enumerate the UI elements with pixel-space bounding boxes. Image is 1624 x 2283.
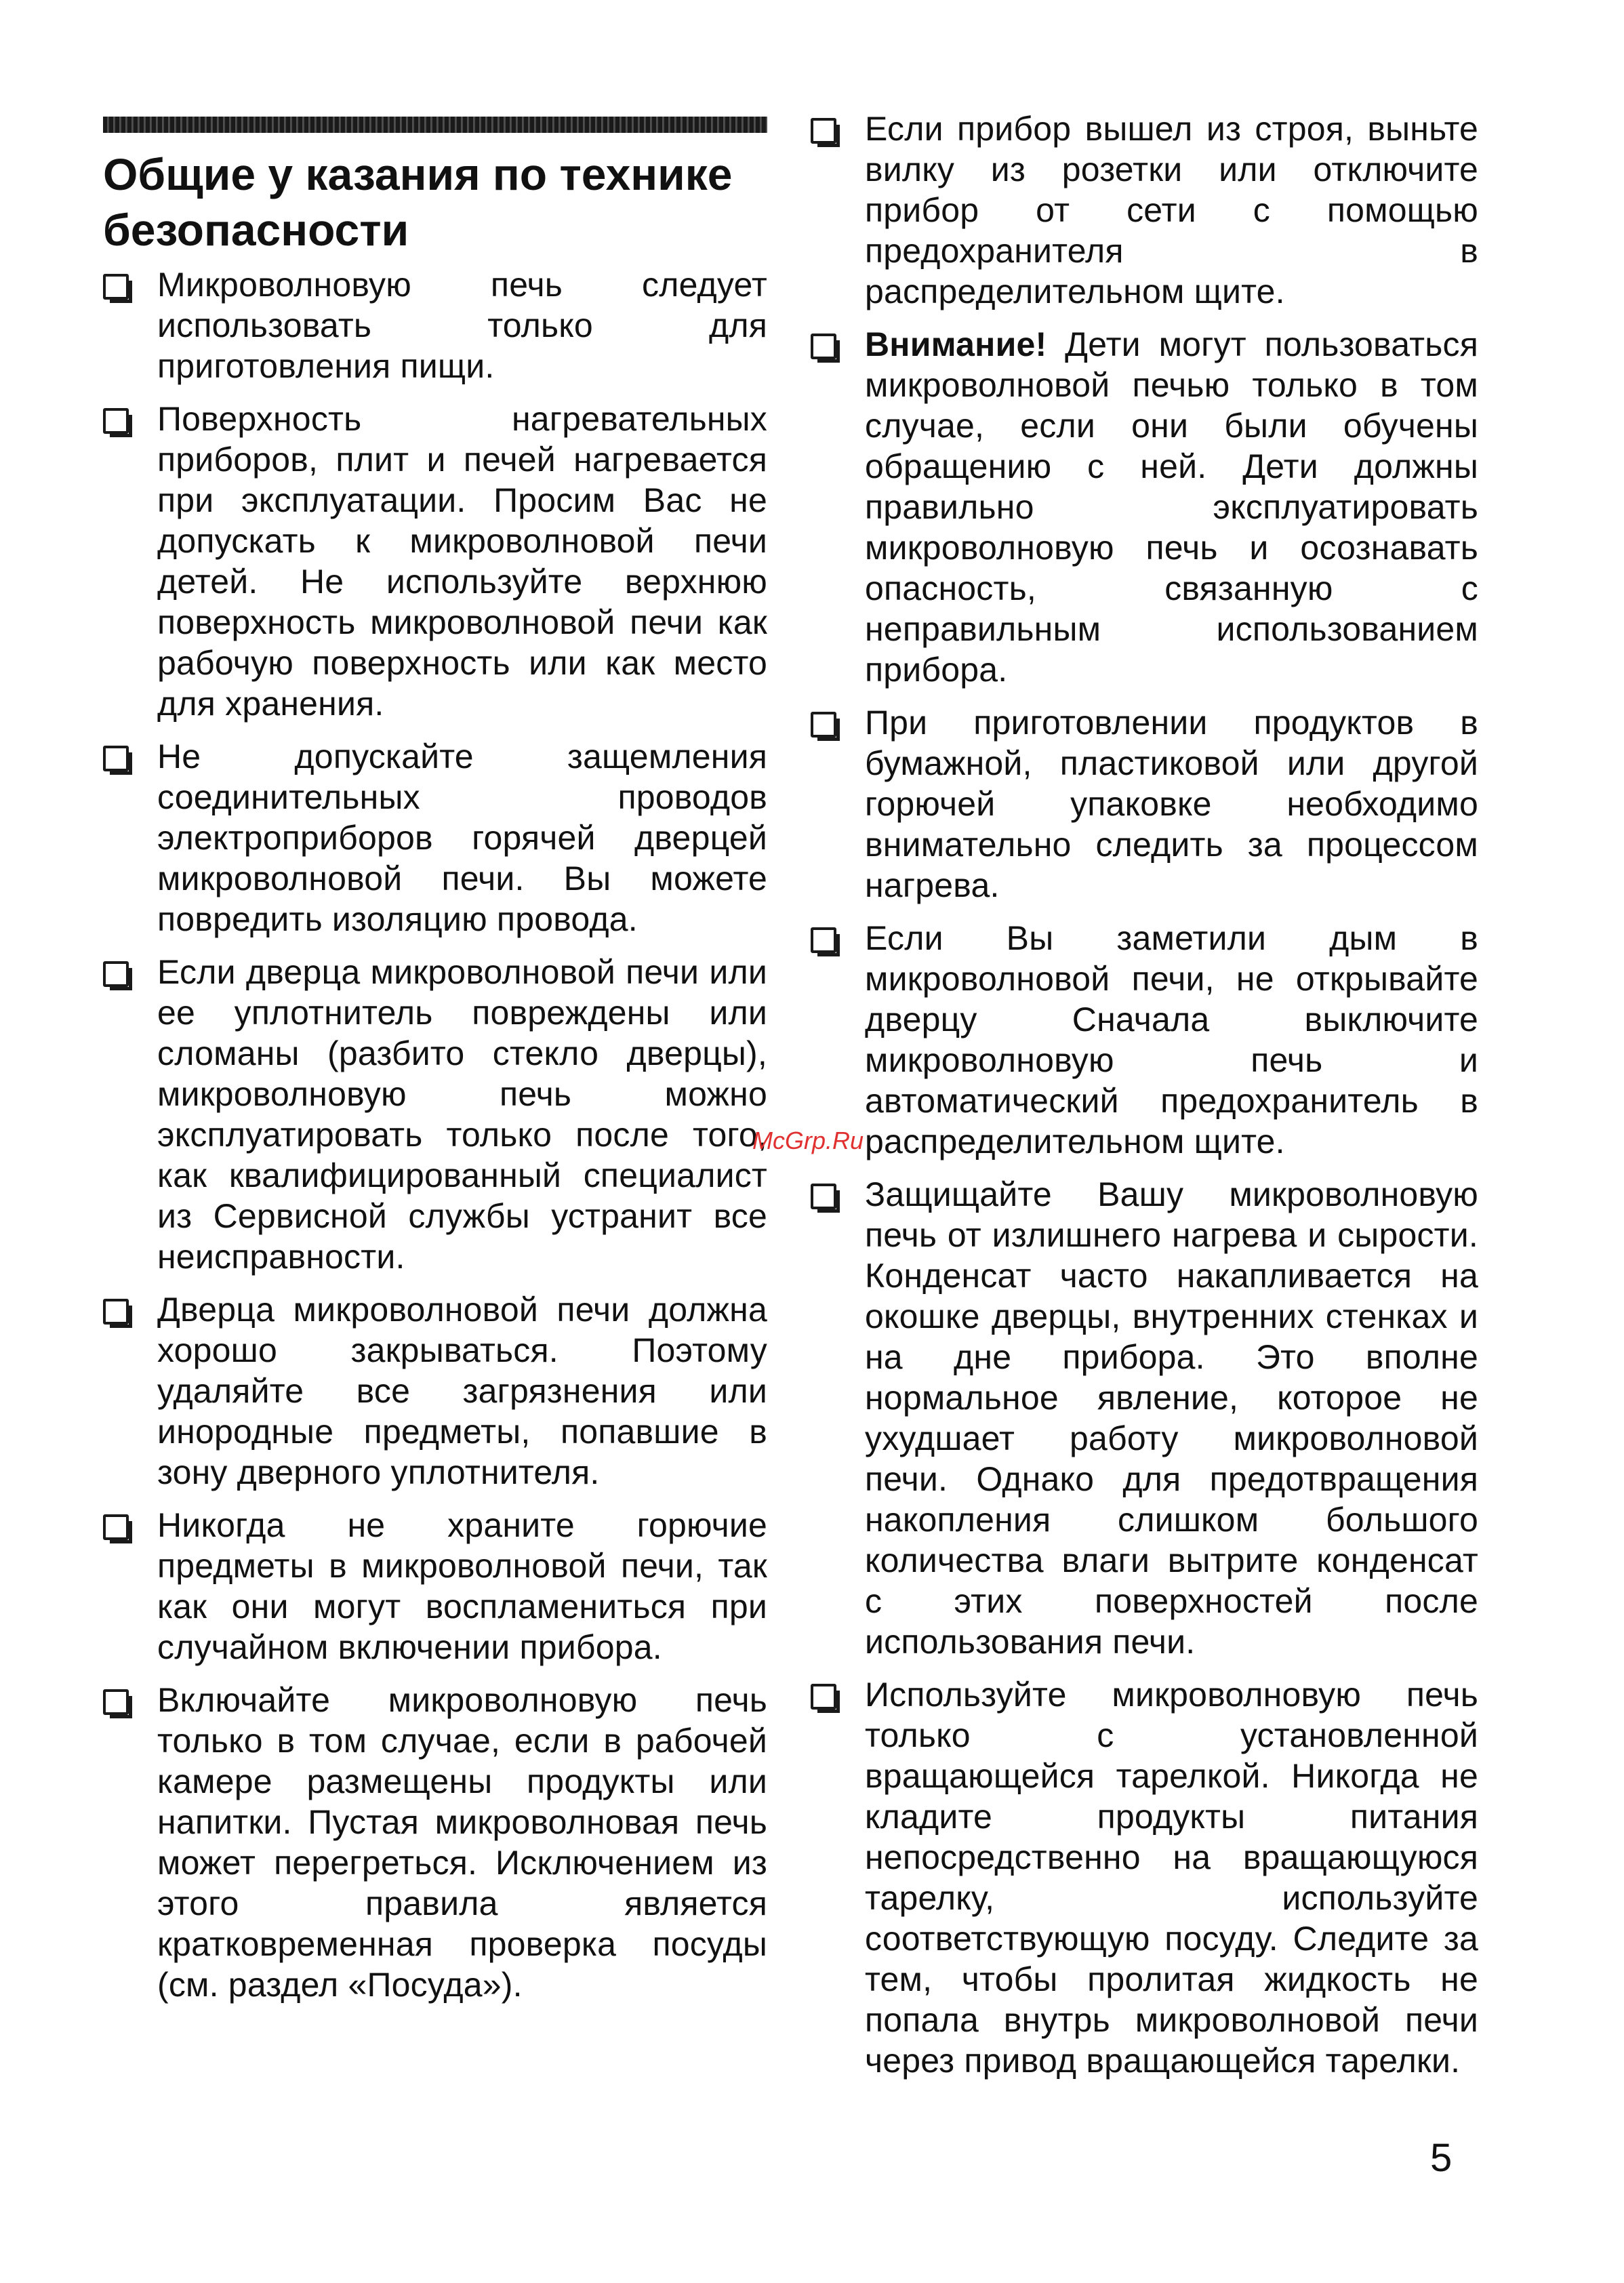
checkbox-icon bbox=[811, 1684, 836, 1710]
right-column bbox=[811, 108, 1478, 2093]
list-item: Поверхность нагревательных приборов, плит и печей нагревается при эксплуатации. Просим Вас не допускать к микроволновой печи детей. Не используйте верхнюю поверхность микроволновой печи как рабочую поверхность или как место для хранения. bbox=[103, 399, 767, 724]
watermark: McGrp.Ru bbox=[752, 1127, 864, 1154]
list-item-warning: Внимание! Дети могут пользоваться микроволновой печью только в том случае, если они были обучены обращению с ней. Дети должны правильно эксплуатировать микроволновую печь и осознавать опасность, связанную с неправильным использованием прибора. bbox=[811, 324, 1478, 690]
list-item: Никогда не храните горючие предметы в микроволновой печи, так как они могут воспламениться при случайном включении прибора. bbox=[103, 1505, 767, 1668]
list-item: Не допускайте защемления соединительных проводов электроприборов горячей дверцей микроволновой печи. Вы можете повредить изоляцию провода. bbox=[103, 736, 767, 940]
checkbox-icon bbox=[103, 1514, 129, 1540]
list-item: Дверца микроволновой печи должна хорошо закрываться. Поэтому удаляйте все загрязнения или инородные предметы, попавшие в зону дверного уплотнителя. bbox=[103, 1289, 767, 1493]
list-item: Если Вы заметили дым в микроволновой печи, не открывайте дверцу Сначала выключите микроволновую печь и автоматический предохранитель в распределительном щите. bbox=[811, 918, 1478, 1162]
checkbox-icon bbox=[811, 712, 836, 738]
list-item: Включайте микроволновую печь только в том случае, если в рабочей камере размещены продукты или напитки. Пустая микроволновая печь может перегреться. Исключением из этого правила является кратковременная проверка посуды (см. раздел «Посуда»). bbox=[103, 1680, 767, 2005]
list-item: Если дверца микроволновой печи или ее уплотнитель повреждены или сломаны (разбито стекло дверцы), микроволновую печь можно эксплуатировать только после того, как квалифицированный специалист из Сервисной службы устранит все неисправности. bbox=[103, 952, 767, 1277]
page-title: Общие у казания по технике безопасности bbox=[103, 149, 733, 255]
list-item: Используйте микроволновую печь только с установленной вращающейся тарелкой. Никогда не кладите продукты питания непосредственно на вращающуюся тарелку, используйте соответствующую посуду. Следите за тем, чтобы пролитая жидкость не попала внутрь микроволновой печи через привод вращающейся тарелки. bbox=[811, 1674, 1478, 2081]
checkbox-icon bbox=[103, 408, 129, 434]
checkbox-icon bbox=[811, 1184, 836, 1209]
page-number: 5 bbox=[1430, 2136, 1453, 2180]
heading-rule bbox=[103, 117, 767, 133]
list-item: Микроволновую печь следует использовать только для приготовления пищи. bbox=[103, 264, 767, 386]
warning-label: Внимание! bbox=[865, 325, 1047, 363]
checkbox-icon bbox=[811, 334, 836, 359]
list-item: Защищайте Вашу микроволновую печь от излишнего нагрева и сырости. Конденсат часто накапливается на окошке дверцы, внутренних стенках и на дне прибора. Это вполне нормальное явление, которое не ухудшает работу микроволновой печи. Однако для предотвращения накопления слишком большого количества влаги вытрите конденсат с этих поверхностей после использования печи. bbox=[811, 1174, 1478, 1662]
checkbox-icon bbox=[103, 746, 129, 771]
left-column bbox=[103, 264, 767, 2017]
checkbox-icon bbox=[103, 1299, 129, 1325]
checkbox-icon bbox=[103, 1689, 129, 1715]
list-item: При приготовлении продуктов в бумажной, пластиковой или другой горючей упаковке необходимо внимательно следить за процессом нагрева. bbox=[811, 702, 1478, 906]
checkbox-icon bbox=[811, 118, 836, 144]
list-item: Если прибор вышел из строя, выньте вилку из розетки или отключите прибор от сети с помощью предохранителя в распределительном щите. bbox=[811, 108, 1478, 312]
checkbox-icon bbox=[103, 961, 129, 987]
checkbox-icon bbox=[103, 274, 129, 300]
checkbox-icon bbox=[811, 927, 836, 953]
